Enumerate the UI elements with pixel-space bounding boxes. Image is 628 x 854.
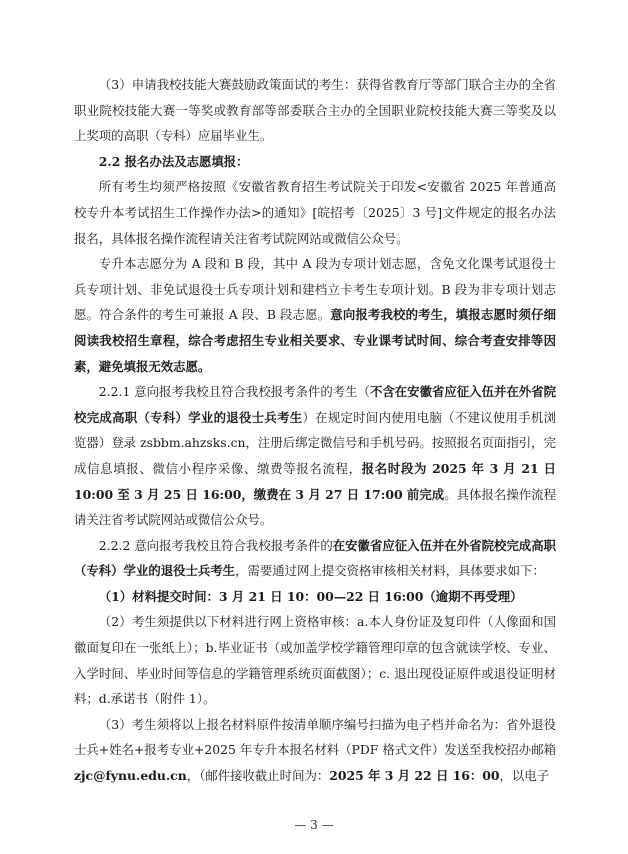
text-run: 专升本志愿分为 A 段和 B 段，其中 A 段为专项计划志愿，含免文化课考试退役士兵专项计划、非免试退役士兵专项计划和建档立卡考生专项计划。B 段为非专项计划志愿。符合条件的考生可兼报 A 段、B 段志愿。 xyxy=(74,256,556,323)
text-run: 。具体报名操作流程请关注省考试院网站或微信公众号。 xyxy=(74,486,557,528)
paragraph-submission-time xyxy=(74,584,556,610)
paragraph-materials-list xyxy=(74,609,556,711)
paragraph-email-submission xyxy=(74,712,556,789)
paragraph-volunteer-segments xyxy=(74,251,556,379)
bold-text-run: zjc@fynu.edu.cn xyxy=(74,768,187,784)
text-run: 所有考生均须严格按照《安徽省教育招生考试院关于印发<安徽省 2025 年普通高校专升本考试招生工作操作办法>的通知》[皖招考〔2025〕3 号]文件规定的报名办法报名，具体报名操作流程请关注省考试院网站或微信公众号。 xyxy=(74,179,556,246)
bold-text-run: 在安徽省应征入伍并在外省院校完成高职（专科）学业的退役士兵考生 xyxy=(74,537,557,579)
bold-text-run: 意向报考我校的考生，填报志愿时须仔细阅读我校招生章程，综合考虑招生专业相关要求、专业课考试时间、综合考查安排等因素，避免填报无效志愿。 xyxy=(74,307,557,374)
paragraph-registration-rules xyxy=(74,174,556,251)
text-run: 2.2.2 意向报考我校且符合我校报考条件的 xyxy=(98,537,333,553)
paragraph-2-2-1 xyxy=(74,379,556,533)
text-run: 2.2.1 意向报考我校且符合我校报考条件的考生（ xyxy=(98,384,370,400)
bold-text-run: 不含在安徽省应征入伍并在外省院校完成高职（专科）学业的退役士兵考生 xyxy=(74,384,556,425)
section-heading-registration xyxy=(74,149,556,175)
text-run: ，需要通过网上提交资格审核相关材料，具体要求如下： xyxy=(235,563,545,579)
text-run: （3）考生须将以上报名材料原件按清单顺序编号扫描为电子档并命名为：省外退役士兵+姓名+报考专业+2025 年专升本报名材料（PDF 格式文件）发送至我校招办邮箱 xyxy=(74,716,556,758)
text-run: ）在规定时间内使用电脑（不建议使用手机浏览器）登录 zsbbm.ahzsks.cn，注册后绑定微信号和手机号码。按照报名页面指引，完成信息填报、微信小程序采像、缴费等报名流程， xyxy=(74,409,557,476)
bold-text-run: 2.2 报名办法及志愿填报： xyxy=(98,153,249,169)
paragraph-2-2-2 xyxy=(74,533,556,584)
paragraph-technical-competition xyxy=(74,72,556,149)
text-run: （3）申请我校技能大赛鼓励政策面试的考生：获得省教育厅等部门联合主办的全省职业院校技能大赛一等奖或教育部等部委联合主办的全国职业院校技能大赛三等奖及以上奖项的高职（专科）应届毕业生。 xyxy=(74,77,556,144)
bold-text-run: 2025 年 3 月 22 日 16：00 xyxy=(329,768,500,784)
text-run: ，以电子 xyxy=(499,768,550,784)
document-body xyxy=(74,72,556,789)
text-run: ，（邮件接收截止时间为： xyxy=(186,768,330,784)
page-number: — 3 — xyxy=(294,818,334,832)
text-run: （2）考生须提供以下材料进行网上资格审核：a.本人身份证及复印件（人像面和国徽面复印在一张纸上）；b.毕业证书（或加盖学校学籍管理印章的包含就读学校、专业、入学时间、毕业时间等信息的学籍管理系统页面截图）；c. 退出现役证原件或退役证明材料；d.承诺书（附件 1）。 xyxy=(74,614,556,707)
bold-text-run: 报名时段为 2025 年 3 月 21 日 10:00 至 3 月 25 日 16:00，缴费在 3 月 27 日 17:00 前完成 xyxy=(74,460,557,502)
bold-text-run: （1）材料提交时间：3 月 21 日 10：00—22 日 16:00（逾期不再受理） xyxy=(98,588,523,604)
